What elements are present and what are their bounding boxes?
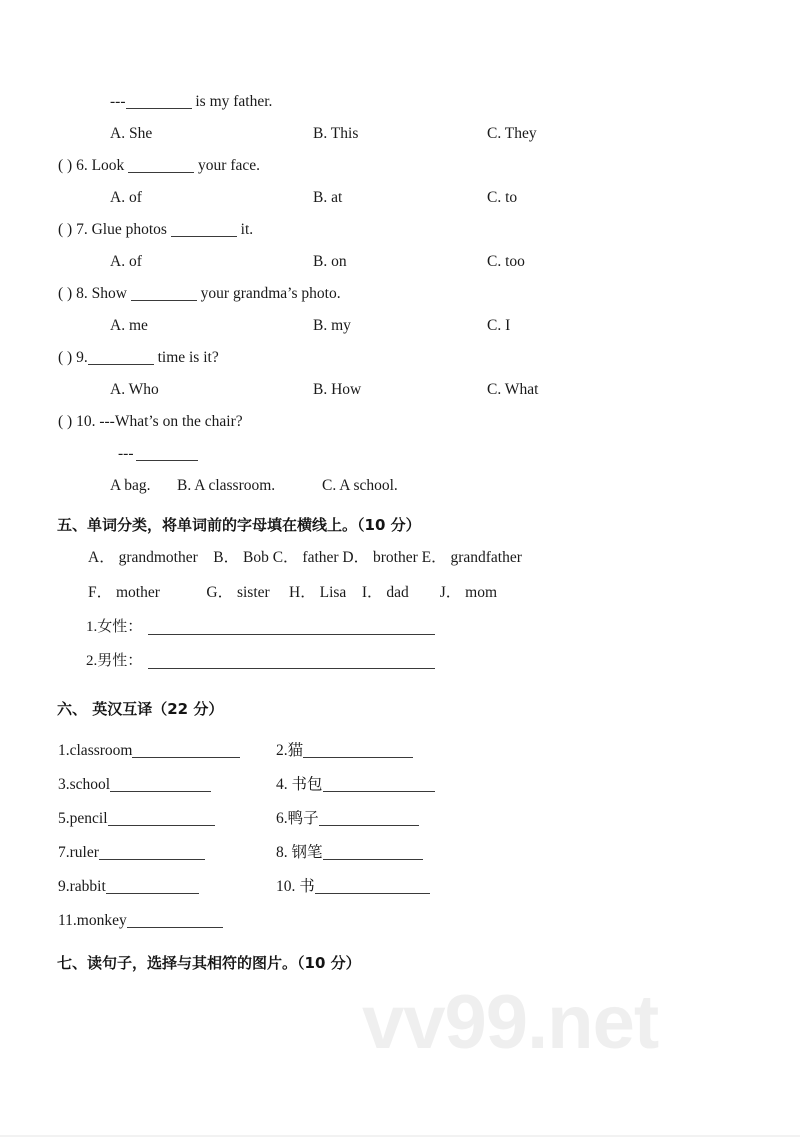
translation-blank-4[interactable] (323, 791, 435, 792)
question-8-answer-bracket[interactable]: ( ) (58, 285, 73, 302)
question-10-option-c[interactable]: C. A school. (322, 477, 398, 494)
translation-blank-10[interactable] (315, 893, 430, 894)
translation-row (0, 768, 800, 802)
question-7-stem: ( ) 7. Glue photos it. (58, 221, 254, 238)
question-10-answer-bracket[interactable]: ( ) (58, 413, 73, 430)
question-5-stem-line (0, 86, 800, 118)
question-9-option-c[interactable]: C. What (487, 381, 539, 398)
translation-item-7: 7.ruler (58, 836, 205, 870)
translation-blank-6[interactable] (319, 825, 419, 826)
translation-row (0, 836, 800, 870)
question-7-options (0, 246, 800, 278)
question-6-answer-bracket[interactable]: ( ) (58, 157, 73, 174)
question-5-option-b[interactable]: B. This (313, 125, 359, 142)
translation-blank-2[interactable] (303, 757, 413, 758)
translation-blank-9[interactable] (106, 893, 199, 894)
translation-row (0, 734, 800, 768)
question-10-option-a[interactable]: A bag. (110, 477, 151, 494)
question-8-option-c[interactable]: C. I (487, 317, 511, 334)
translation-blank-1[interactable] (132, 757, 240, 758)
question-9-option-a[interactable]: A. Who (110, 381, 159, 398)
translation-row (0, 870, 800, 904)
question-10-options (0, 470, 800, 502)
question-5-option-a[interactable]: A. She (110, 125, 153, 142)
question-9-stem-line (0, 342, 800, 374)
question-9-answer-bracket[interactable]: ( ) (58, 349, 73, 366)
translation-row (0, 802, 800, 836)
section-five-blank-male[interactable] (148, 668, 435, 669)
question-10-option-b[interactable]: B. A classroom. (177, 477, 276, 494)
translation-item-11: 11.monkey (58, 904, 223, 938)
question-10-stem: ( ) 10. ---What’s on the chair? (58, 413, 243, 430)
site-watermark: vv99.net (362, 980, 659, 1065)
section-five-word-bank-line-2: F． mother G． sister H． Lisa I． dad J． mom (88, 584, 498, 601)
section-five-heading: 五、单词分类，将单词前的字母填在横线上。（10 分） (57, 516, 421, 534)
translation-row (0, 904, 800, 938)
translation-item-6: 6.鸭子 (276, 802, 419, 836)
translation-item-2: 2.猫 (276, 734, 413, 768)
section-five-answer-row-male (0, 644, 800, 678)
question-5-option-c[interactable]: C. They (487, 125, 537, 142)
translation-blank-8[interactable] (323, 859, 423, 860)
question-6-stem: ( ) 6. Look your face. (58, 157, 261, 174)
question-9-options (0, 374, 800, 406)
question-10-answer-dash: --- (118, 445, 134, 462)
question-5-stem: --- is my father. (110, 93, 273, 110)
question-6-options (0, 182, 800, 214)
translation-item-4: 4. 书包 (276, 768, 435, 802)
question-10-answer-blank[interactable] (136, 460, 198, 461)
question-7-option-c[interactable]: C. too (487, 253, 525, 270)
question-9-stem: ( ) 9. time is it? (58, 349, 219, 366)
section-five-blank-female[interactable] (148, 634, 435, 635)
translation-item-3: 3.school (58, 768, 211, 802)
question-6-stem-line (0, 150, 800, 182)
translation-item-1: 1.classroom (58, 734, 240, 768)
question-9-option-b[interactable]: B. How (313, 381, 362, 398)
question-7-option-a[interactable]: A. of (110, 253, 142, 270)
question-10-stem-line (0, 406, 800, 438)
translation-blank-7[interactable] (99, 859, 205, 860)
question-7-answer-bracket[interactable]: ( ) (58, 221, 73, 238)
translation-item-9: 9.rabbit (58, 870, 199, 904)
question-6-option-b[interactable]: B. at (313, 189, 343, 206)
question-8-stem-line (0, 278, 800, 310)
question-10-answer-line (0, 438, 800, 470)
question-8-option-a[interactable]: A. me (110, 317, 148, 334)
section-six-heading: 六、 英汉互译（22 分） (57, 700, 224, 718)
translation-blank-5[interactable] (108, 825, 215, 826)
question-6-option-c[interactable]: C. to (487, 189, 518, 206)
translation-item-5: 5.pencil (58, 802, 215, 836)
question-5-options (0, 118, 800, 150)
section-five-answer-row-female (0, 610, 800, 644)
translation-blank-3[interactable] (110, 791, 211, 792)
question-8-option-b[interactable]: B. my (313, 317, 351, 334)
section-five-label-female: 1.女性： (86, 619, 143, 635)
translation-blank-11[interactable] (127, 927, 223, 928)
section-seven-heading: 七、读句子，选择与其相符的图片。（10 分） (57, 954, 361, 972)
question-7-stem-line (0, 214, 800, 246)
question-6-option-a[interactable]: A. of (110, 189, 142, 206)
translation-item-8: 8. 钢笔 (276, 836, 423, 870)
question-7-option-b[interactable]: B. on (313, 253, 347, 270)
section-five-label-male: 2.男性： (86, 653, 143, 669)
section-five-word-bank-line-1: A． grandmother B． Bob C． father D． brother E． grandfather (88, 549, 522, 566)
question-8-options (0, 310, 800, 342)
question-8-stem: ( ) 8. Show your grandma’s photo. (58, 285, 341, 302)
translation-item-10: 10. 书 (276, 870, 430, 904)
